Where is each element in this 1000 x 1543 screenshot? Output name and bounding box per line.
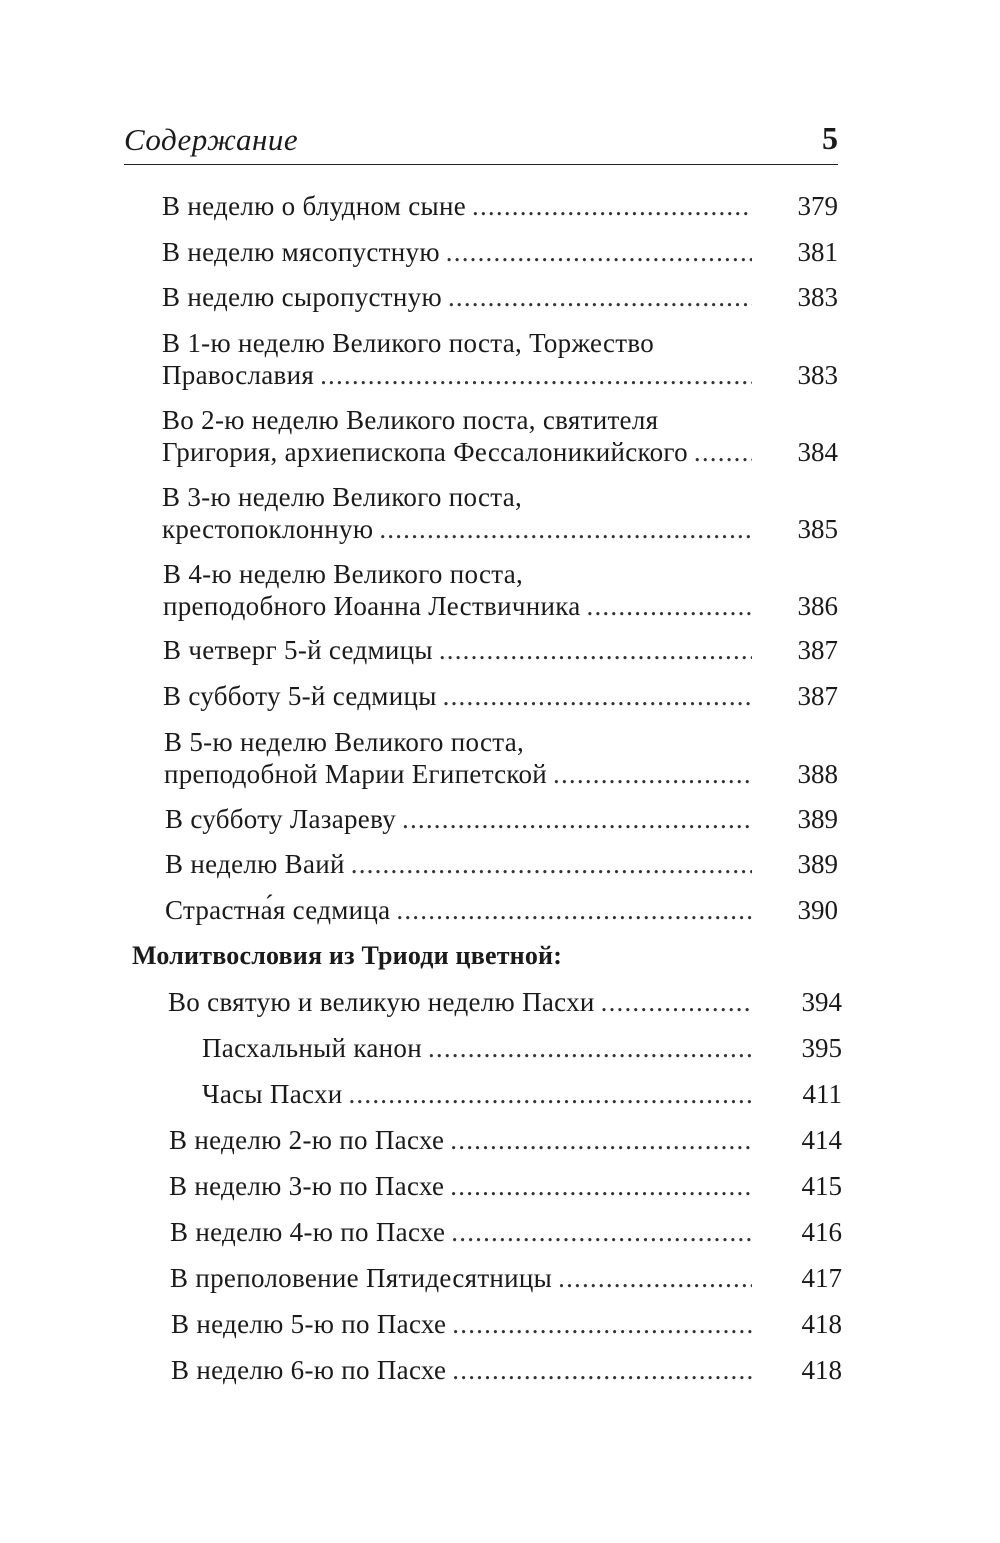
page-title: Содержание: [124, 122, 299, 157]
dot-leader: [348, 1078, 752, 1110]
dot-leader: [443, 680, 752, 712]
toc-page-number: 386: [797, 591, 838, 621]
toc-entry-title: Пасхальный канон: [202, 1033, 422, 1063]
toc-page-number: 414: [801, 1125, 842, 1155]
dot-leader: [396, 894, 752, 926]
toc-entry: [169, 1124, 752, 1156]
toc-page-number: 418: [801, 1309, 842, 1339]
toc-entry: [162, 327, 752, 391]
dot-leader: [351, 848, 752, 880]
toc-entry-title-line: [170, 1262, 752, 1294]
toc-entry-title: В субботу 5-й седмицы: [163, 681, 437, 711]
toc-entry: [165, 848, 752, 880]
toc-entry-title-line: [162, 281, 752, 313]
dot-leader: [452, 1308, 752, 1340]
dot-leader: [472, 190, 752, 222]
dot-leader: [553, 758, 752, 790]
dot-leader: [694, 436, 752, 468]
toc-entry: [163, 558, 752, 622]
toc-entry-title-line: [162, 236, 752, 268]
toc-entry: [162, 190, 752, 222]
toc-page-number: 395: [801, 1033, 842, 1063]
toc-page-number: 384: [797, 437, 838, 467]
toc-entry-title-line: [169, 1124, 752, 1156]
toc-page-number: 390: [797, 895, 838, 925]
toc-entry-title: В неделю Ваий: [165, 849, 345, 879]
toc-entry: [202, 1078, 752, 1110]
toc-entry-title-line: [163, 680, 752, 712]
toc-entry: [163, 680, 752, 712]
toc-entry-title: Часы Пасхи: [202, 1079, 343, 1109]
toc-entry-title: В неделю 5-ю по Пасхе: [171, 1309, 447, 1339]
toc-page-number: 417: [801, 1263, 842, 1293]
dot-leader: [448, 281, 752, 313]
toc-entry-title-line: [171, 1308, 752, 1340]
header-rule: [124, 164, 838, 165]
toc-page-number: 379: [797, 191, 838, 221]
toc-entry-title-line: [162, 190, 752, 222]
dot-leader: [320, 359, 752, 391]
toc-entry-line: В 3-ю неделю Великого поста,: [162, 482, 523, 512]
toc-entry-title-line: [162, 359, 752, 391]
dot-leader: [402, 803, 752, 835]
toc-entry-title-line: [169, 1170, 752, 1202]
toc-page-number: 383: [797, 360, 838, 390]
toc-entry: [168, 986, 752, 1018]
toc-entry-title-line: [168, 986, 752, 1018]
dot-leader: [439, 634, 752, 666]
toc-entry: [162, 404, 752, 468]
toc-entry-title-line: [163, 590, 752, 622]
toc-page-number: 387: [797, 635, 838, 665]
toc-entry: [171, 1308, 752, 1340]
section-heading: Молитвословия из Триоди цветной:: [132, 941, 563, 970]
toc-entry-title-line: [165, 894, 752, 926]
toc-entry-title: В неделю мясопустную: [162, 237, 440, 267]
toc-entry: [202, 1032, 752, 1064]
page-number: 5: [822, 120, 838, 156]
toc-entry: [169, 1170, 752, 1202]
toc-page-number: 411: [802, 1079, 842, 1109]
toc-entry-title: В неделю о блудном сыне: [162, 191, 467, 221]
toc-entry-title-line: [162, 513, 752, 545]
toc-entry-line: Во 2-ю неделю Великого поста, святителя: [162, 405, 659, 435]
toc-entry-title: Во святую и великую неделю Пасхи: [168, 987, 595, 1017]
dot-leader: [601, 986, 752, 1018]
dot-leader: [450, 1124, 752, 1156]
toc-entry: [162, 281, 752, 313]
toc-entry-title: преподобной Марии Египетской: [164, 759, 548, 789]
toc-entry-line: В 5-ю неделю Великого поста,: [164, 727, 525, 757]
toc-entry: [165, 894, 752, 926]
toc-entry-title: В неделю 2-ю по Пасхе: [169, 1125, 445, 1155]
toc-entry-title-line: [165, 848, 752, 880]
toc-entry-line: В 4-ю неделю Великого поста,: [163, 559, 524, 589]
running-header: [124, 118, 838, 168]
toc-entry-title-line: [202, 1032, 752, 1064]
toc-entry-title-line: [163, 634, 752, 666]
toc-entry: [162, 236, 752, 268]
toc-entry-title: В неделю 6-ю по Пасхе: [171, 1355, 447, 1385]
toc-entry-title: крестопоклонную: [162, 514, 374, 544]
dot-leader: [451, 1216, 752, 1248]
toc-entry-title: Страстна́я седмица: [165, 895, 391, 925]
toc-entry: [170, 1262, 752, 1294]
toc-page-number: 416: [801, 1217, 842, 1247]
toc-page-number: 415: [801, 1171, 842, 1201]
toc-entry-line: В 1-ю неделю Великого поста, Торжество: [162, 328, 655, 358]
toc-entry: [163, 634, 752, 666]
toc-entry: [164, 726, 752, 790]
toc-page-number: 418: [801, 1355, 842, 1385]
toc-entry-title-line: [170, 1216, 752, 1248]
dot-leader: [452, 1354, 752, 1386]
toc-page-number: 381: [797, 237, 838, 267]
toc-entry-title: В неделю 3-ю по Пасхе: [169, 1171, 445, 1201]
dot-leader: [587, 590, 752, 622]
toc-entry-title: В неделю сыропустную: [162, 282, 442, 312]
toc-entry-title-line: [171, 1354, 752, 1386]
toc-entry-title-line: [162, 436, 752, 468]
dot-leader: [428, 1032, 752, 1064]
dot-leader: [379, 513, 752, 545]
dot-leader: [450, 1170, 752, 1202]
toc-entry-title: Григория, архиепископа Фессалоникийского: [162, 437, 688, 467]
toc-entry-title: В неделю 4-ю по Пасхе: [170, 1217, 446, 1247]
toc-entry-title: В субботу Лазареву: [165, 804, 396, 834]
toc-entry-title-line: [164, 758, 752, 790]
toc-entry-title: Православия: [162, 360, 315, 390]
toc-entry-title-line: [202, 1078, 752, 1110]
toc-entry: [171, 1354, 752, 1386]
dot-leader: [558, 1262, 752, 1294]
toc-page-number: 389: [797, 849, 838, 879]
toc-entry-title: В четверг 5-й седмицы: [163, 635, 433, 665]
toc-entry-title-line: [165, 803, 752, 835]
toc-page-number: 389: [797, 804, 838, 834]
toc-entry: [162, 481, 752, 545]
toc-page-number: 394: [801, 987, 842, 1017]
toc-page-number: 385: [797, 514, 838, 544]
toc-entry-title: В преполовение Пятидесятницы: [170, 1263, 553, 1293]
toc-page-number: 388: [797, 759, 838, 789]
toc-page-number: 383: [797, 282, 838, 312]
toc-entry: [170, 1216, 752, 1248]
toc-page-number: 387: [797, 681, 838, 711]
toc-entry-title: преподобного Иоанна Лествичника: [163, 591, 581, 621]
toc-entry: [165, 803, 752, 835]
dot-leader: [446, 236, 752, 268]
